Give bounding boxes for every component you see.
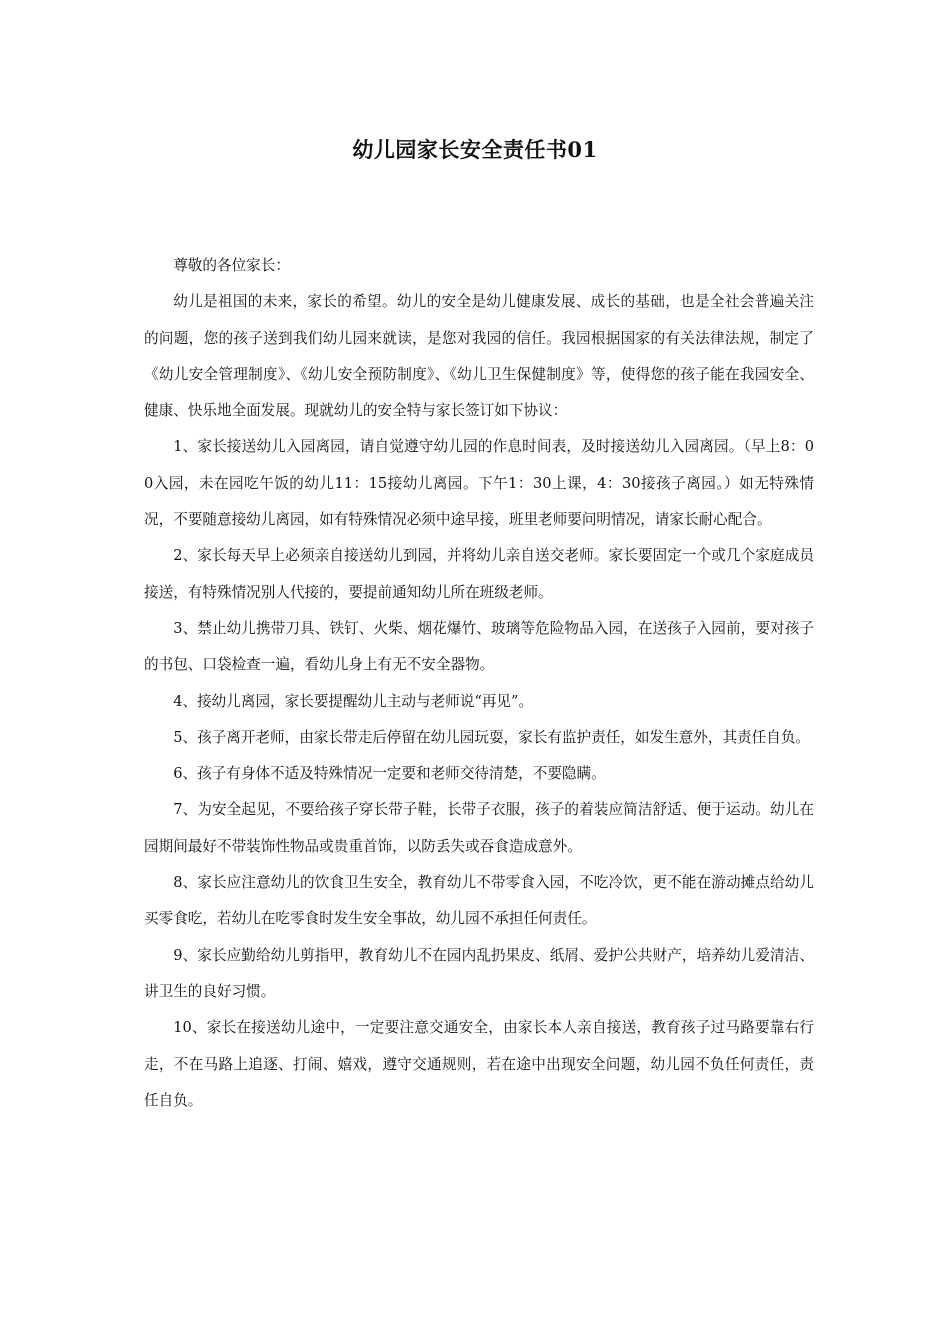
clause-7: 7、为安全起见，不要给孩子穿长带子鞋，长带子衣服，孩子的着装应简洁舒适、便于运动。幼儿在园期间最好不带装饰性物品或贵重首饰，以防丢失或吞食造成意外。 xyxy=(144,801,814,855)
clause-9: 9、家长应勤给幼儿剪指甲，教育幼儿不在园内乱扔果皮、纸屑、爱护公共财产，培养幼儿爱清洁、讲卫生的良好习惯。 xyxy=(144,946,814,1000)
clause-2: 2、家长每天早上必须亲自接送幼儿到园，并将幼儿亲自送交老师。家长要固定一个或几个家庭成员接送，有特殊情况别人代接的，要提前通知幼儿所在班级老师。 xyxy=(144,547,814,601)
clause-3: 3、禁止幼儿携带刀具、铁钉、火柴、烟花爆竹、玻璃等危险物品入园，在送孩子入园前，要对孩子的书包、口袋检查一遍，看幼儿身上有无不安全器物。 xyxy=(144,619,814,674)
intro-paragraph: 幼儿是祖国的未来，家长的希望。幼儿的安全是幼儿健康发展、成长的基础，也是全社会普遍关注的问题，您的孩子送到我们幼儿园来就读，是您对我园的信任。我园根据国家的有关法律法规，制定了《幼儿安全管理制度》、《幼儿安全预防制度》、《幼儿卫生保健制度》等，使得您的孩子能在我园安全、健康、快乐地全面发展。现就幼儿的安全特与家长签订如下协议： xyxy=(144,293,814,420)
clause-8: 8、家长应注意幼儿的饮食卫生安全，教育幼儿不带零食入园，不吃冷饮，更不能在游动摊点给幼儿买零食吃，若幼儿在吃零食时发生安全事故，幼儿园不承担任何责任。 xyxy=(144,874,814,928)
clause-4: 4、接幼儿离园，家长要提醒幼儿主动与老师说“再见”。 xyxy=(173,692,534,710)
clause-10: 10、家长在接送幼儿途中，一定要注意交通安全，由家长本人亲自接送，教育孩子过马路要靠右行走，不在马路上追逐、打闹、嬉戏，遵守交通规则，若在途中出现安全问题，幼儿园不负任何责任，责任自负。 xyxy=(144,1019,814,1109)
clause-6: 6、孩子有身体不适及特殊情况一定要和老师交待清楚，不要隐瞒。 xyxy=(173,765,606,783)
clause-5: 5、孩子离开老师，由家长带走后停留在幼儿园玩耍，家长有监护责任，如发生意外，其责任自负。 xyxy=(173,728,811,746)
salutation: 尊敬的各位家长： xyxy=(173,257,290,274)
document-title: 幼儿园家长安全责任书01 xyxy=(352,137,598,162)
document-body xyxy=(144,248,814,1119)
clause-1: 1、家长接送幼儿入园离园，请自觉遵守幼儿园的作息时间表，及时接送幼儿入园离园。（早上8：00入园，未在园吃午饭的幼儿11：15接幼儿离园。下午1：30上课，4：30接孩子离园。）如无特殊情况，不要随意接幼儿离园，如有特殊情况必须中途早接，班里老师要问明情况，请家长耐心配合。 xyxy=(144,438,814,529)
